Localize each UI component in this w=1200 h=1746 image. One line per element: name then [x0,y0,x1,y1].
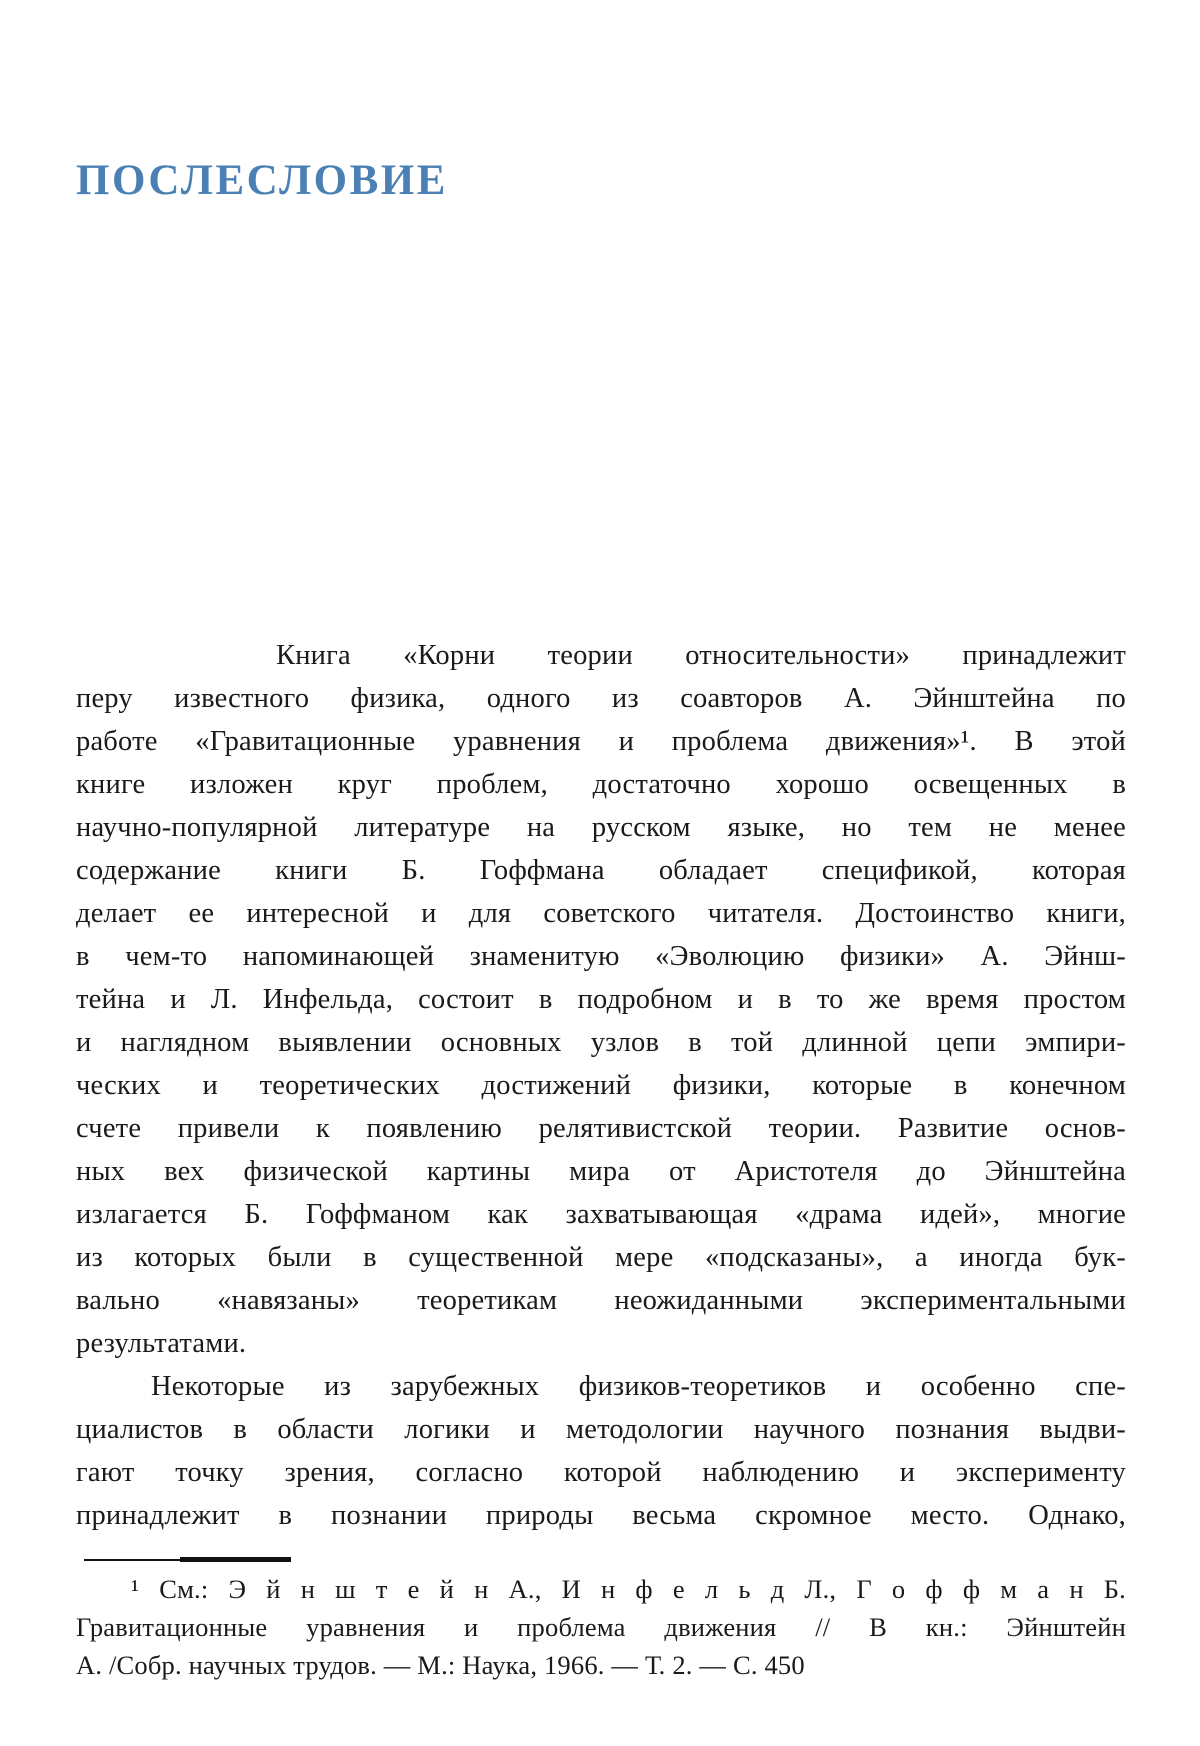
text-line: работе «Гравитационные уравнения и проблема движения»¹. В этой [76,726,1126,757]
text-line: принадлежит в познании природы весьма скромное место. Однако, [76,1500,1126,1531]
text-line: Некоторые из зарубежных физиков-теоретиков и особенно спе- [151,1371,1126,1402]
text-line: счете привели к появлению релятивистской теории. Развитие основ- [76,1113,1126,1144]
text-line: Гравитационные уравнения и проблема движения // В кн.: Эйнштейн [76,1612,1126,1642]
footnote-block [76,1570,1126,1684]
text-line: книге изложен круг проблем, достаточно хорошо освещенных в [76,769,1126,800]
text-line: научно-популярной литературе на русском языке, но тем не менее [76,812,1126,843]
body-text-block [76,634,1126,1537]
paragraph [76,1365,1126,1537]
text-line: ных вех физической картины мира от Аристотеля до Эйнштейна [76,1156,1126,1187]
text-line: гают точку зрения, согласно которой наблюдению и эксперименту [76,1457,1126,1488]
footnote-separator-thick-segment [180,1557,291,1562]
text-line: Книга «Корни теории относительности» принадлежит [276,640,1126,671]
text-line: перу известного физика, одного из соавторов А. Эйнштейна по [76,683,1126,714]
text-line: вально «навязаны» теоретикам неожиданными экспериментальными [76,1285,1126,1316]
text-line: ческих и теоретических достижений физики, которые в конечном [76,1070,1126,1101]
text-line: делает ее интересной и для советского читателя. Достоинство книги, [76,898,1126,929]
text-line: содержание книги Б. Гоффмана обладает спецификой, которая [76,855,1126,886]
page-title: ПОСЛЕСЛОВИЕ [76,157,448,204]
paragraph [76,634,1126,1365]
text-line: и наглядном выявлении основных узлов в той длинной цепи эмпири- [76,1027,1126,1058]
text-line: из которых были в существенной мере «подсказаны», а иногда бук- [76,1242,1126,1273]
text-line: тейна и Л. Инфельда, состоит в подробном и в то же время простом [76,984,1126,1015]
text-line: ¹ См.: Э й н ш т е й н А., И н ф е л ь д Л., Г о ф ф м а н Б. [131,1574,1126,1604]
text-line: в чем-то напоминающей знаменитую «Эволюцию физики» А. Эйнш- [76,941,1126,972]
footnote-separator [84,1557,291,1563]
text-line: А. /Собр. научных трудов. — М.: Наука, 1966. — Т. 2. — С. 450 [76,1650,805,1680]
footnote-separator-thin-segment [84,1559,180,1561]
text-line: результатами. [76,1328,247,1359]
text-line: излагается Б. Гоффманом как захватывающая «драма идей», многие [76,1199,1126,1230]
text-line: циалистов в области логики и методологии научного познания выдви- [76,1414,1126,1445]
